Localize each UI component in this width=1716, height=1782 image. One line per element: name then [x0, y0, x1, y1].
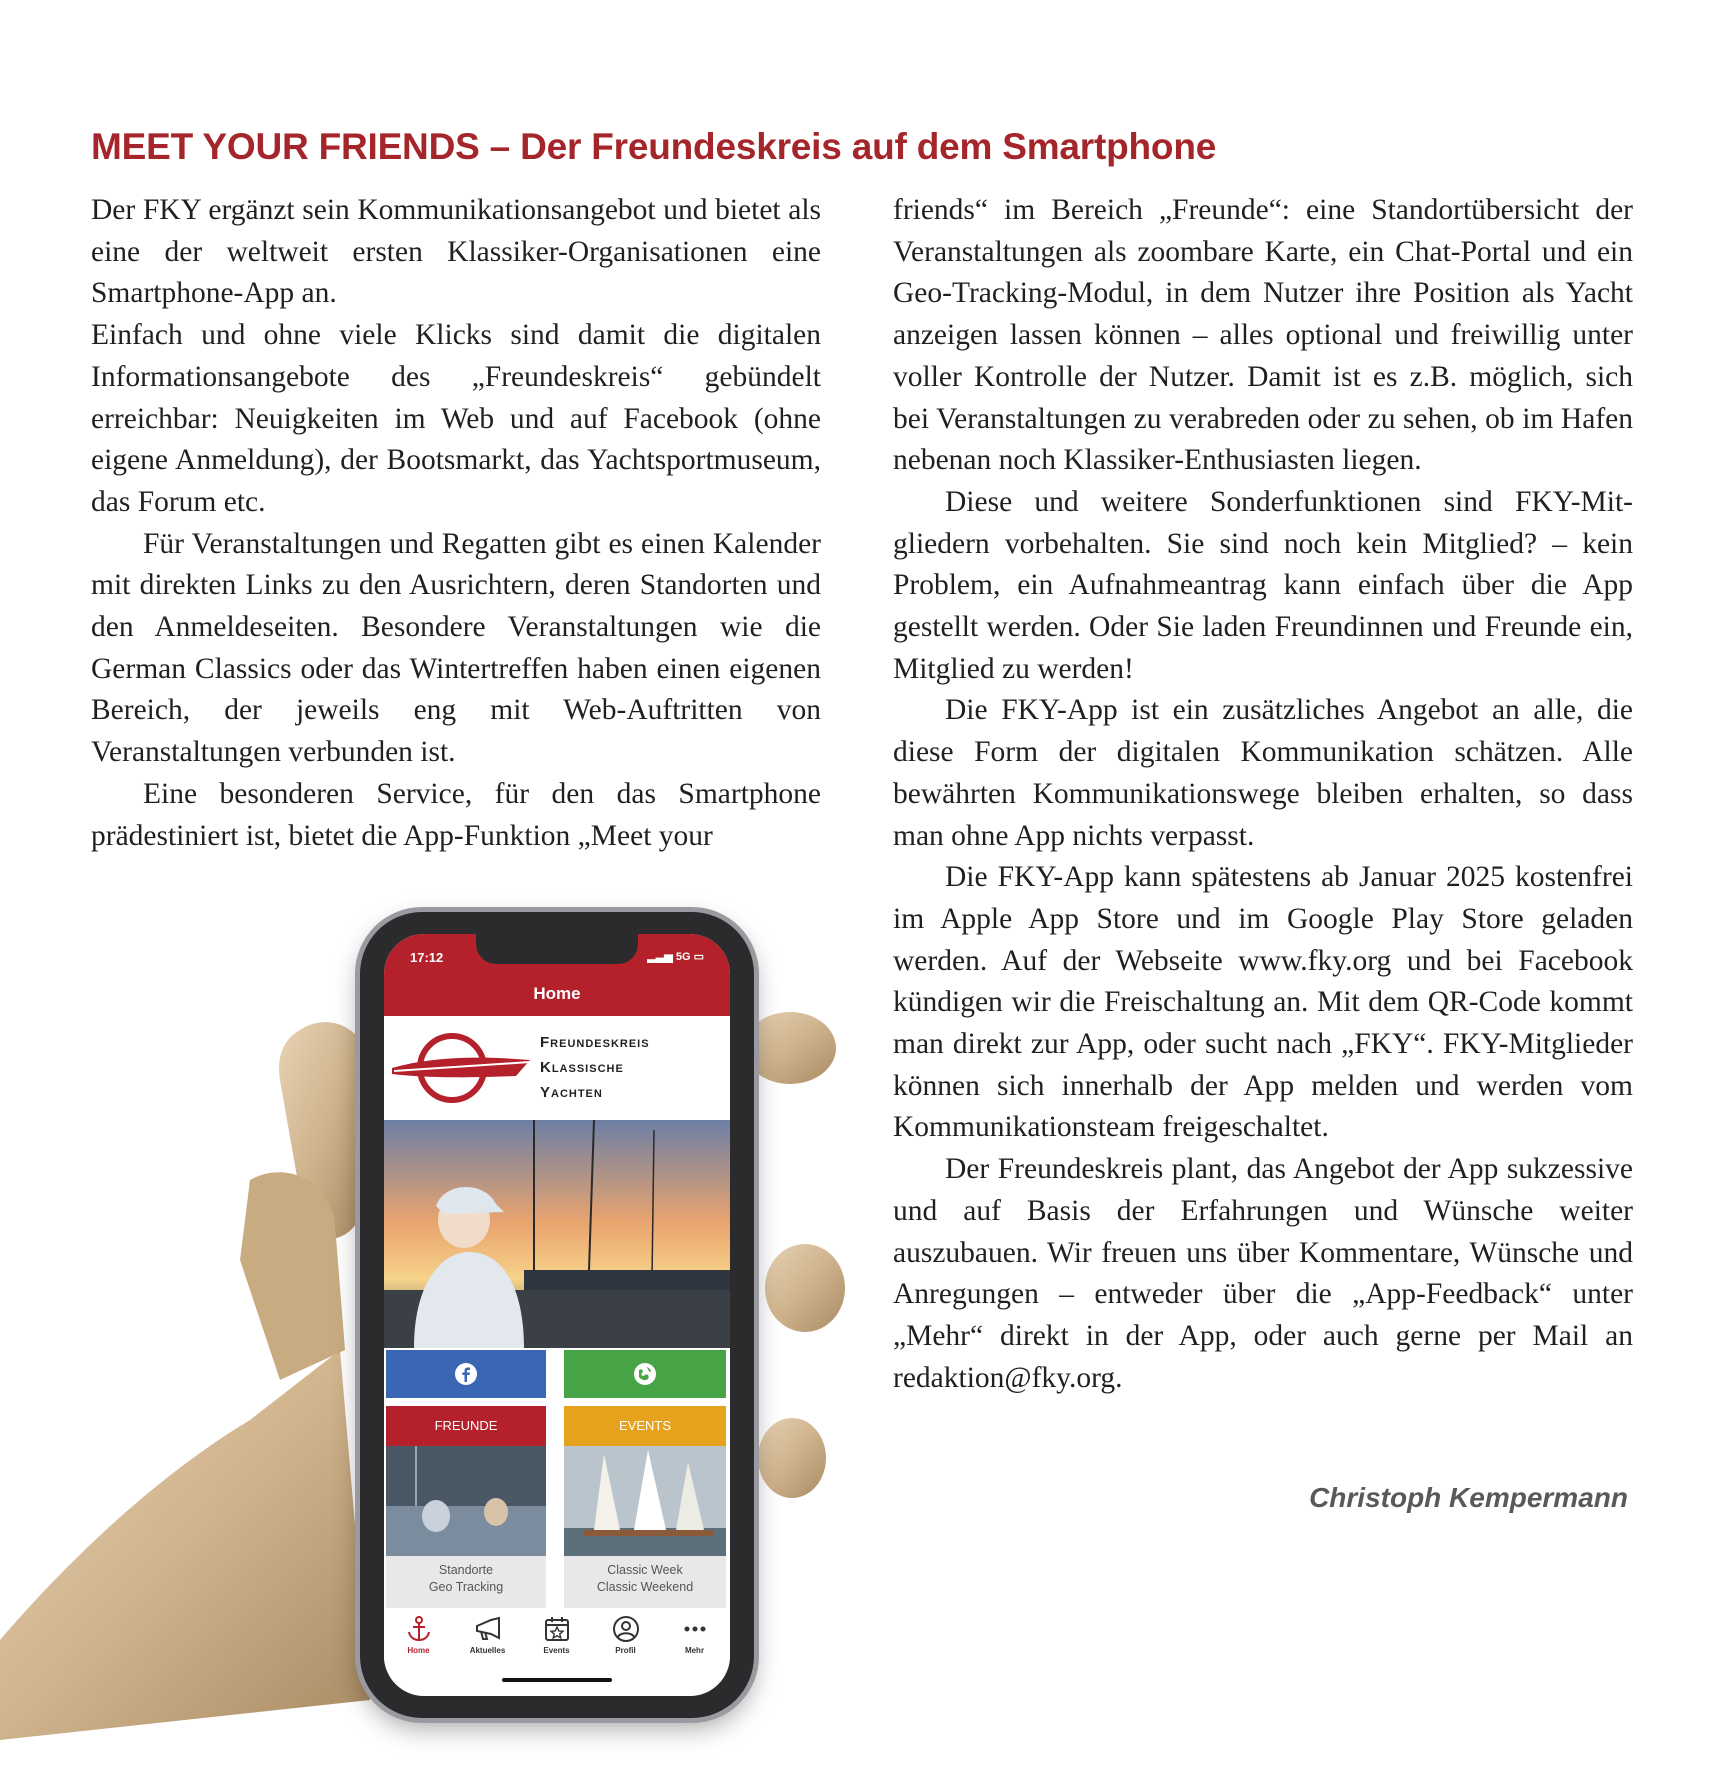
- home-indicator: [502, 1678, 612, 1682]
- status-network: [647, 950, 704, 963]
- more-dots-icon: [680, 1614, 710, 1644]
- paragraph: Die FKY-App ist ein zusätzliches Angebot an alle, die diese Form der digitalen Kommunikation schätzen. Alle bewährten Kommunikationswege bleiben erhalten, so dass man ohne App nichts verpasst.: [893, 694, 1633, 852]
- signal-icon: ▂▃▅: [647, 951, 673, 963]
- calendar-star-icon: [542, 1614, 572, 1644]
- facebook-icon: [454, 1362, 478, 1386]
- brand-line: Klassische: [540, 1059, 624, 1076]
- caption-line: Geo Tracking: [428, 1580, 504, 1594]
- tab-label: Mehr: [684, 1646, 705, 1655]
- events-photo[interactable]: [564, 1446, 726, 1556]
- brand-line: Freundeskreis: [540, 1034, 650, 1051]
- paragraph: friends“ im Bereich „Freunde“: eine Standortübersicht der Veranstaltungen als zoombare Karte, ein Chat-Portal und ein Geo-Tracking-Modul, in dem Nutzer ihre Position als Yacht anzeigen lassen können – alles optional und freiwillig unter voller Kontrolle der Nutzer. Damit ist es z.B. möglich, sich bei Veranstaltungen zu verabreden oder zu sehen, ob im Hafen nebenan noch Klassiker-Enthusiasten liegen.: [893, 194, 1633, 477]
- freunde-photo[interactable]: [386, 1446, 546, 1556]
- facebook-tile[interactable]: [386, 1350, 546, 1398]
- paragraph: Der FKY ergänzt sein Kommunikationsangebot und bietet als eine der weltweit ersten Klassiker-Organisationen eine Smartphone-App an.: [91, 194, 821, 310]
- paragraph: Der Freundeskreis plant, das Angebot der App sukzessive und auf Basis der Erfahrungen und Wünsche weiter auszubauen. Wir freuen uns über Kommentare, Wünsche und Anregungen – entweder über die „App-Feedback“ unter „Mehr“ direkt in der App, oder auch gerne per Mail an redaktion@fky.org.: [893, 1153, 1633, 1394]
- smartphone: [360, 912, 754, 1718]
- freunde-tile[interactable]: [386, 1406, 546, 1446]
- tab-mehr[interactable]: [660, 1610, 729, 1655]
- events-caption: [564, 1556, 726, 1608]
- author-signature: Christoph Kempermann: [1309, 1482, 1628, 1513]
- tab-label: Aktuelles: [469, 1646, 506, 1655]
- website-tile[interactable]: [564, 1350, 726, 1398]
- text-column-right: [893, 190, 1633, 1399]
- fky-logo-icon: [384, 1016, 534, 1120]
- caption-line: Standorte: [438, 1563, 494, 1577]
- tab-label: Home: [407, 1646, 430, 1655]
- battery-icon: ▭: [693, 951, 704, 963]
- anchor-icon: [404, 1614, 434, 1644]
- app-header-title: Home: [384, 974, 730, 1016]
- bottom-tab-bar: [384, 1610, 730, 1670]
- brand-banner: [384, 1016, 730, 1120]
- megaphone-icon: [473, 1614, 503, 1644]
- hero-photo-harbor[interactable]: [384, 1120, 730, 1348]
- tab-profil[interactable]: [591, 1610, 660, 1655]
- tab-label: Events: [543, 1646, 570, 1655]
- caption-line: Classic Weekend: [596, 1580, 694, 1594]
- caption-line: Classic Week: [607, 1563, 683, 1577]
- globe-icon: [633, 1362, 657, 1386]
- tab-aktuelles[interactable]: [453, 1610, 522, 1655]
- paragraph: Für Veranstaltungen und Regatten gibt es einen Kalender mit direkten Links zu den Ausrichtern, deren Standorten und den Anmeldeseiten. Besondere Veranstaltungen wie die German Classics oder das Wintertreffen haben einen eigenen Bereich, der jeweils eng mit Web-Auftritten von Veranstaltungen verbunden ist.: [91, 527, 821, 769]
- phone-notch: [476, 934, 638, 964]
- brand-line: Yachten: [540, 1084, 603, 1101]
- tab-home[interactable]: [384, 1610, 453, 1655]
- status-time: 17:12: [410, 950, 444, 965]
- freunde-caption: [386, 1556, 546, 1608]
- events-tile[interactable]: [564, 1406, 726, 1446]
- paragraph: Einfach und ohne viele Klicks sind damit die digitalen Informationsangebote des „Freundeskreis“ gebündelt erreichbar: Neuigkeiten im Web und auf Facebook (ohne eigene Anmeldung), der Bootsmarkt, das Yachtsportmuseum, das Forum etc.: [91, 319, 821, 518]
- tab-events[interactable]: [522, 1610, 591, 1655]
- brand-name: [540, 1030, 720, 1105]
- article-headline: MEET YOUR FRIENDS – Der Freundeskreis auf dem Smartphone: [91, 126, 1217, 167]
- events-tile-label: EVENTS: [618, 1418, 671, 1433]
- paragraph: Eine besonderen Service, für den das Smartphone prädestiniert ist, bietet die App-Funktion „Meet your: [91, 777, 821, 852]
- network-label: 5G: [675, 951, 691, 963]
- paragraph: Die FKY-App kann spätestens ab Januar 2025 kostenfrei im Apple App Store und im Google Play Store geladen werden. Auf der Webseite www.fky.org und bei Facebook kündigen wir die Freischaltung an. Mit dem QR-Code kommt man direkt zur App, oder sucht nach „FKY“. FKY-Mitglieder können sich innerhalb der App melden und werden vom Kommunikationsteam freigeschaltet.: [893, 861, 1633, 1144]
- freunde-tile-label: FREUNDE: [434, 1418, 498, 1433]
- text-column-left: [91, 190, 821, 857]
- paragraph: Diese und weitere Sonderfunktionen sind FKY-Mitgliedern vorbehalten. Sie sind noch kein Mitglied? – kein Problem, ein Aufnahmeantrag kann einfach über die App gestellt werden. Oder Sie laden Freundinnen und Freunde ein, Mitglied zu werden!: [893, 485, 1633, 685]
- phone-screen: [384, 934, 730, 1696]
- profile-icon: [611, 1614, 641, 1644]
- tab-label: Profil: [615, 1646, 636, 1655]
